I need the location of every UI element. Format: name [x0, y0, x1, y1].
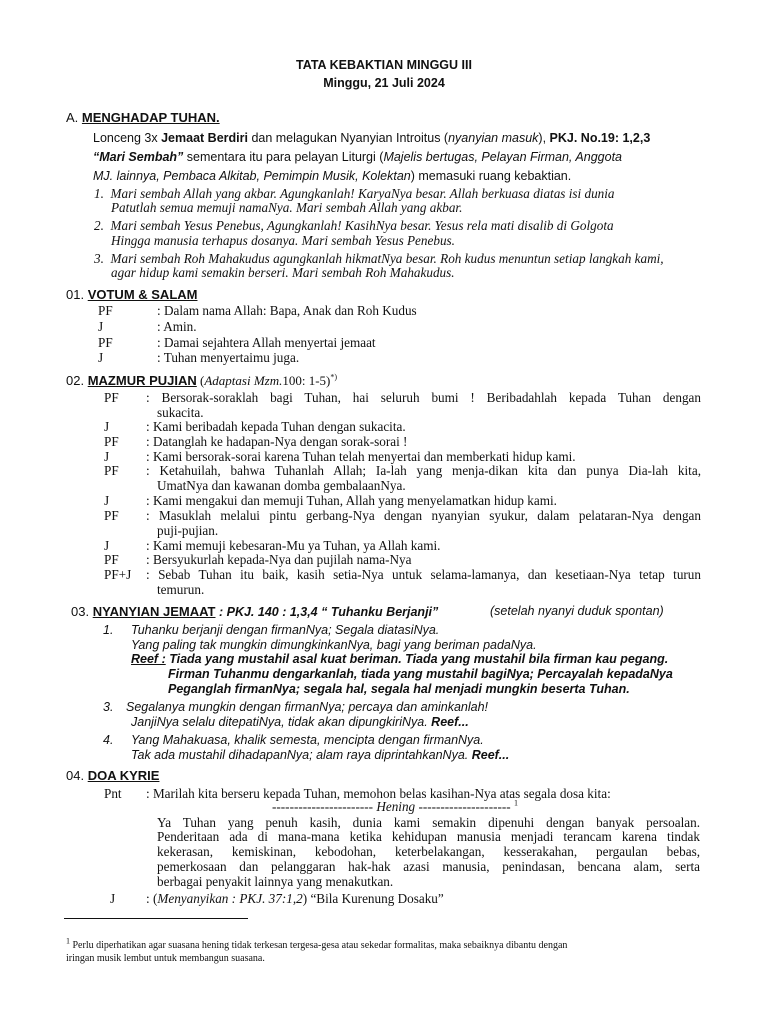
song-verse-4-line-1: Yang Mahakuasa, khalik semesta, mencipta dengan firmanNya. [131, 733, 484, 747]
kyrie-role-pnt: Pnt [104, 786, 122, 801]
mazmur-text: : Kami memuji kebesaran-Mu ya Tuhan, ya Allah kami. [146, 538, 441, 553]
kyrie-pnt-text: : Marilah kita berseru kepada Tuhan, memohon belas kasihan-Nya atas segala dosa kita: [146, 786, 611, 801]
mazmur-text: : Masuklah melalui pintu gerbang-Nya dengan nyanyian syukur, dalam pelataran-Nya dengan [146, 508, 701, 523]
intro-line-2: “Mari Sembah” sementara itu para pelayan Liturgi (Majelis bertugas, Pelayan Firman, Anggota [93, 150, 622, 164]
song-verse-3-line-2: JanjiNya selalu ditepatiNya, tidak akan dipungkiriNya. Reef... [131, 715, 469, 729]
mazmur-role: PF [104, 434, 119, 449]
votum-role: J [98, 350, 104, 365]
song-verse-1-line-2: Yang paling tak mungkin dimungkinkanNya, bagi yang beriman padaNya. [131, 638, 537, 652]
votum-role: PF [98, 303, 113, 318]
mazmur-text: : Kami mengakui dan memuji Tuhan, Allah yang menyelamatkan hidup kami. [146, 493, 557, 508]
kyrie-heading: 04. DOA KYRIE [66, 768, 160, 783]
mazmur-role: PF [104, 552, 119, 567]
mazmur-role: J [104, 449, 110, 464]
votum-text: : Amin. [157, 319, 197, 334]
prayer-line: kekerasan, kemiskinan, kebodohan, keterbelakangan, kesserakahan, pergaulan bebas, [157, 844, 700, 859]
footnote-line-2: iringan musik lembut untuk membangun suasana. [66, 953, 265, 964]
hening-line: ----------------------- Hening --------------------- $^1$ [272, 798, 518, 814]
mazmur-heading: 02. MAZMUR PUJIAN (Adaptasi Mzm.100: 1-5)*) [66, 372, 338, 388]
refrain-line-1: Reef : Tiada yang mustahil asal kuat beriman. Tiada yang mustahil bila firman kau pegang. [131, 652, 669, 666]
prayer-line: Penderitaan ada di mana-mana ketika kehidupan manusia menjadi terancam karena tindak [157, 829, 700, 844]
votum-role: PF [98, 335, 113, 350]
refrain-label: Reef : [131, 652, 166, 666]
mazmur-text-cont: sukacita. [157, 405, 204, 420]
votum-text: : Dalam nama Allah: Bapa, Anak dan Roh Kudus [157, 303, 417, 318]
mazmur-text-cont: puji-pujian. [157, 523, 219, 538]
mazmur-text-cont: temurun. [157, 582, 205, 597]
document-title: TATA KEBAKTIAN MINGGU III [296, 58, 472, 72]
refrain-line-3: Peganglah firmanNya; segala hal, segala hal menjadi mungkin beserta Tuhan. [168, 682, 630, 696]
verse-1-line-2: Patutlah semua memuji namaNya. Mari sembah Allah yang akbar. [111, 200, 463, 215]
section-a-heading [66, 110, 220, 125]
prayer-line: Ya Tuhan yang penuh kasih, dunia kami semakin dipenuhi dengan banyak persoalan. [157, 815, 700, 830]
verse-3-line-2: agar hidup kami semakin berseri. Mari sembah Roh Mahakudus. [111, 265, 455, 280]
mazmur-text: : Datanglah ke hadapan-Nya dengan sorak-sorai ! [146, 434, 408, 449]
section-a-label: A. [66, 110, 79, 125]
refrain-line-2: Firman Tuhanmu dengarkanlah, tiada yang mustahil bagiNya; Percayalah kepadaNya [168, 667, 673, 681]
verse-2-line-2: Hingga manusia terhapus dosanya. Mari sembah Yesus Penebus. [111, 233, 455, 248]
mazmur-text: : Ketahuilah, bahwa Tuhanlah Allah; Ia-lah yang menja-dikan kita dan punya Dia-lah kita, [146, 463, 701, 478]
mazmur-text: : Bersyukurlah kepada-Nya dan pujilah nama-Nya [146, 552, 412, 567]
song-verse-1-num: 1. [103, 623, 114, 637]
song-verse-4-num: 4. [103, 733, 114, 747]
mazmur-role: PF+J [104, 567, 132, 582]
footnote-line-1: $^1$ Perlu diperhatikan agar suasana hening tidak terkesan tergesa-gesa atau sekedar formalitas, maka sebaiknya dibantu dengan [66, 936, 568, 951]
song-verse-3-line-1: Segalanya mungkin dengan firmanNya; percaya dan aminkanlah! [126, 700, 489, 714]
mazmur-text: : Bersorak-soraklah bagi Tuhan, hai seluruh bumi ! Beribadahlah kepada Tuhan dengan [146, 390, 701, 405]
mazmur-text: : Kami bersorak-sorai karena Tuhan telah menyertai dan memberkati hidup kami. [146, 449, 576, 464]
nyanyian-note: (setelah nyanyi duduk spontan) [490, 604, 664, 618]
verse-1-line-1: 1. Mari sembah Allah yang akbar. Agungkanlah! KaryaNya besar. Allah berkuasa diatas isi dunia [94, 186, 615, 201]
song-verse-3-num: 3. [103, 700, 114, 714]
intro-line-1: Lonceng 3x Jemaat Berdiri dan melagukan Nyanyian Introitus (nyanyian masuk), PKJ. No.19: 1,2,3 [93, 131, 651, 145]
intro-line-3: MJ. lainnya, Pembaca Alkitab, Pemimpin Musik, Kolektan) memasuki ruang kebaktian. [93, 169, 572, 183]
song-verse-4-line-2: Tak ada mustahil dihadapanNya; alam raya diprintahkanNya. Reef... [131, 748, 510, 762]
verse-3-line-1: 3. Mari sembah Roh Mahakudus agungkanlah hikmatNya besar. Roh kudus menuntun setiap langkah kami, [94, 251, 664, 266]
votum-role: J [98, 319, 104, 334]
prayer-line: berbagai penyakit lainnya yang menakutkan. [157, 874, 394, 889]
mazmur-role: PF [104, 463, 119, 478]
mazmur-role: PF [104, 390, 119, 405]
votum-text: : Damai sejahtera Allah menyertai jemaat [157, 335, 376, 350]
mazmur-role: PF [104, 508, 119, 523]
mazmur-role: J [104, 538, 110, 553]
nyanyian-heading: 03. NYANYIAN JEMAAT : PKJ. 140 : 1,3,4 “ Tuhanku Berjanji” [71, 604, 439, 619]
footnote-separator [64, 918, 248, 919]
mazmur-text-cont: UmatNya dan kawanan domba gembalaanNya. [157, 478, 406, 493]
mazmur-role: J [104, 419, 110, 434]
kyrie-role-j: J [110, 891, 116, 906]
verse-2-line-1: 2. Mari sembah Yesus Penebus, Agungkanlah! KasihNya besar. Yesus rela mati disalib di Golgota [94, 218, 614, 233]
document-date: Minggu, 21 Juli 2024 [323, 76, 445, 90]
mazmur-text: : Sebab Tuhan itu baik, kasih setia-Nya untuk selama-lamanya, dan kesetiaan-Nya tetap turun [146, 567, 701, 582]
section-a-title: MENGHADAP TUHAN. [81, 110, 220, 125]
votum-heading: 01. VOTUM & SALAM [66, 287, 198, 302]
prayer-line: pemerkosaan dan pelanggaran hak-hak azasi manusia, penindasan, bencana alam, serta [157, 859, 700, 874]
kyrie-j-text: : (Menyanyikan : PKJ. 37:1,2) “Bila Kurenung Dosaku” [146, 891, 444, 906]
mazmur-text: : Kami beribadah kepada Tuhan dengan sukacita. [146, 419, 406, 434]
votum-text: : Tuhan menyertaimu juga. [157, 350, 300, 365]
mazmur-role: J [104, 493, 110, 508]
song-verse-1-line-1: Tuhanku berjanji dengan firmanNya; Segala diatasiNya. [131, 623, 440, 637]
